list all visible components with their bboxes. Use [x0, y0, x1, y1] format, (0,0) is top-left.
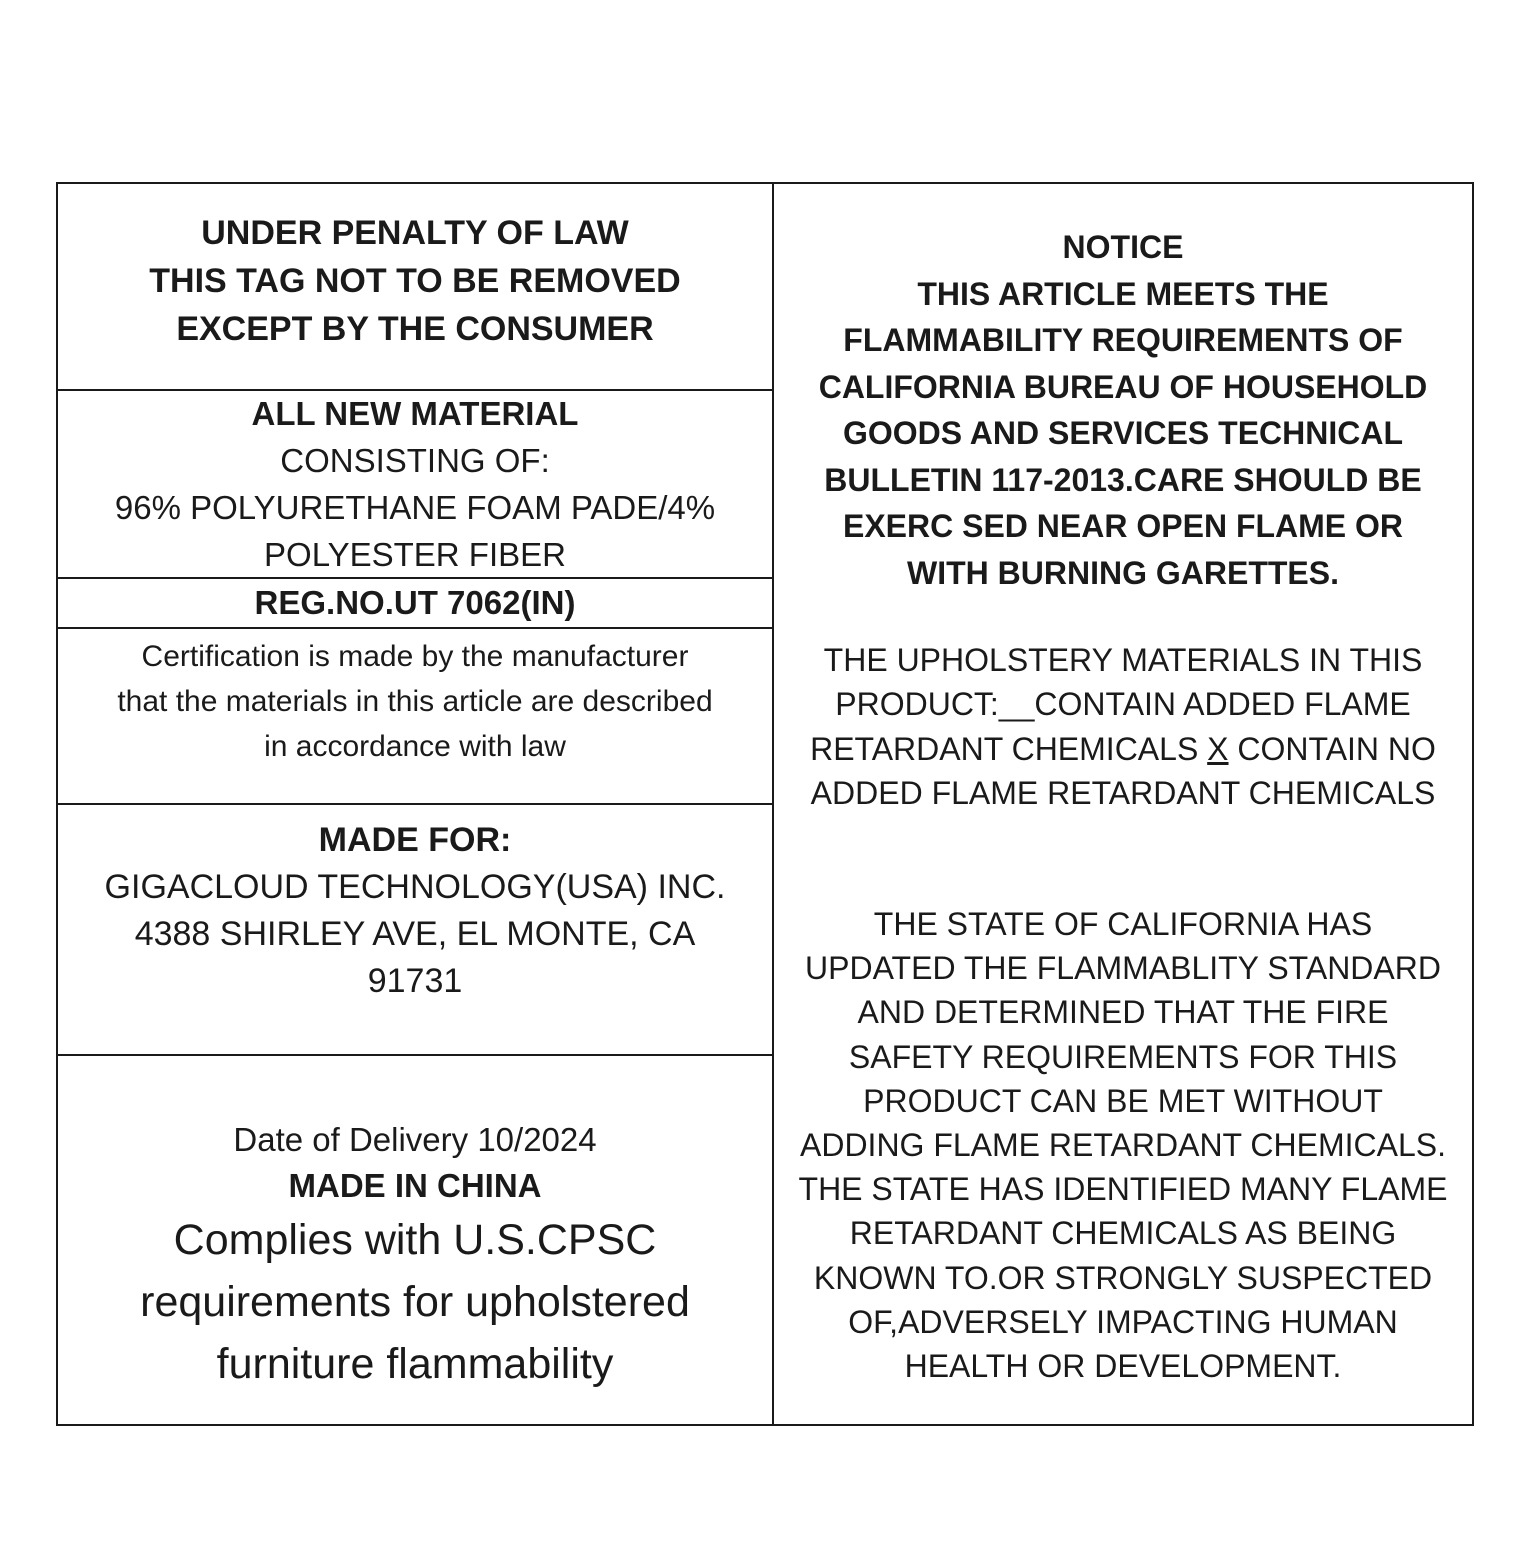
- certification-section: [58, 629, 772, 805]
- address-line: 91731: [367, 961, 463, 1000]
- notice-line: WITH BURNING GARETTES.: [907, 554, 1339, 591]
- upholstery-line: [774, 727, 1472, 771]
- compliance-line: requirements for upholstered: [140, 1278, 690, 1326]
- upholstery-text: CONTAIN NO: [1228, 730, 1436, 767]
- upholstery-text: CONTAIN ADDED FLAME: [1034, 686, 1411, 723]
- notice-line: GOODS AND SERVICES TECHNICAL: [842, 415, 1404, 451]
- delivery-section: [58, 1056, 772, 1426]
- notice-line: FLAMMABILITY REQUIREMENTS OF: [843, 322, 1403, 358]
- notice-line: EXERC SED NEAR OPEN FLAME OR: [842, 508, 1404, 544]
- registration-section: [58, 579, 772, 629]
- material-heading: ALL NEW MATERIAL: [251, 395, 579, 432]
- upholstery-statement: [774, 638, 1472, 815]
- notice-line: CALIFORNIA BUREAU OF HOUSEHOLD: [818, 368, 1428, 405]
- address-line: 4388 SHIRLEY AVE, EL MONTE, CA: [134, 914, 696, 953]
- certification-line: in accordance with law: [264, 729, 566, 763]
- contains-added-blank: __: [998, 686, 1035, 723]
- address-line: GIGACLOUD TECHNOLOGY(USA) INC.: [104, 867, 726, 906]
- warning-line: THIS TAG NOT TO BE REMOVED: [149, 261, 681, 300]
- upholstery-text: PRODUCT:: [835, 686, 999, 723]
- made-for-section: [58, 805, 772, 1056]
- penalty-warning-section: [58, 184, 772, 391]
- warning-line: UNDER PENALTY OF LAW: [201, 213, 629, 252]
- made-for-heading: MADE FOR:: [318, 820, 512, 859]
- country-of-origin: MADE IN CHINA: [288, 1167, 542, 1204]
- notice-title: NOTICE: [1062, 229, 1184, 265]
- upholstery-line: [774, 682, 1472, 726]
- law-tag: [56, 182, 1474, 1426]
- contains-no-mark: X: [1207, 730, 1229, 767]
- warning-line: EXCEPT BY THE CONSUMER: [176, 309, 654, 348]
- certification-line: that the materials in this article are described: [117, 684, 713, 718]
- registration-number: REG.NO.UT 7062(IN): [254, 584, 576, 621]
- state-line: OF,ADVERSELY IMPACTING HUMAN: [848, 1303, 1398, 1340]
- state-line: THE STATE OF CALIFORNIA HAS: [873, 906, 1373, 942]
- compliance-line: Complies with U.S.CPSC: [173, 1216, 657, 1264]
- state-line: PRODUCT CAN BE MET WITHOUT: [863, 1082, 1383, 1119]
- certification-line: Certification is made by the manufacturer: [141, 639, 689, 673]
- state-line: UPDATED THE FLAMMABLITY STANDARD: [805, 950, 1441, 987]
- upholstery-line: ADDED FLAME RETARDANT CHEMICALS: [810, 774, 1436, 811]
- delivery-date: Date of Delivery 10/2024: [233, 1121, 597, 1158]
- state-line: SAFETY REQUIREMENTS FOR THIS: [848, 1038, 1398, 1075]
- compliance-line: furniture flammability: [216, 1340, 614, 1388]
- state-line: KNOWN TO.OR STRONGLY SUSPECTED: [813, 1259, 1433, 1296]
- state-line: HEALTH OR DEVELOPMENT.: [904, 1348, 1342, 1385]
- notice-line: BULLETIN 117-2013.CARE SHOULD BE: [824, 461, 1422, 498]
- state-line: ADDING FLAME RETARDANT CHEMICALS.: [799, 1127, 1446, 1164]
- material-line: POLYESTER FIBER: [264, 536, 566, 573]
- flammability-notice: [774, 224, 1472, 596]
- left-column: [58, 184, 774, 1424]
- material-section: [58, 391, 772, 579]
- upholstery-text: RETARDANT CHEMICALS: [810, 730, 1208, 767]
- material-line: 96% POLYURETHANE FOAM PADE/4%: [114, 489, 716, 526]
- upholstery-line: THE UPHOLSTERY MATERIALS IN THIS: [823, 642, 1423, 678]
- state-line: THE STATE HAS IDENTIFIED MANY FLAME: [798, 1171, 1448, 1208]
- material-line: CONSISTING OF:: [280, 442, 550, 479]
- right-column: [774, 184, 1472, 1424]
- notice-line: THIS ARTICLE MEETS THE: [917, 275, 1329, 312]
- state-line: RETARDANT CHEMICALS AS BEING: [849, 1215, 1397, 1252]
- california-statement: [774, 902, 1472, 1388]
- state-line: AND DETERMINED THAT THE FIRE: [857, 994, 1389, 1031]
